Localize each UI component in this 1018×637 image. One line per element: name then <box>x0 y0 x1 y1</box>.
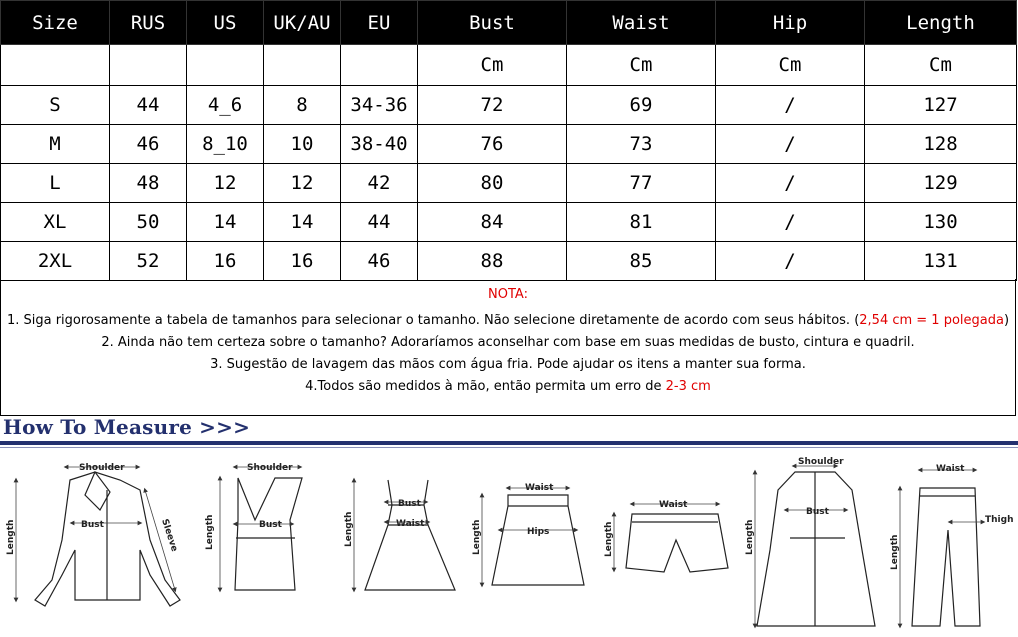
note-line-1 <box>1 310 1015 332</box>
waist-label: Waist <box>936 464 965 474</box>
unit-cell <box>341 45 418 86</box>
table-cell: 16 <box>187 242 264 281</box>
table-cell: 50 <box>110 203 187 242</box>
col-header-eu: EU <box>341 1 418 45</box>
note-line-4 <box>1 376 1015 398</box>
unit-cell <box>187 45 264 86</box>
coat-illustration <box>745 457 875 626</box>
waist-label: Waist <box>525 483 554 493</box>
blouse-illustration <box>6 463 180 606</box>
length-label: Length <box>6 519 16 555</box>
hips-label: Hips <box>527 527 550 537</box>
table-row <box>1 164 1017 203</box>
table-cell: 88 <box>418 242 567 281</box>
table-cell: 130 <box>865 203 1017 242</box>
table-cell: 44 <box>341 203 418 242</box>
table-cell: 14 <box>264 203 341 242</box>
dress-illustration <box>344 480 455 590</box>
table-cell: 72 <box>418 86 567 125</box>
section-divider <box>0 441 1018 445</box>
unit-cell <box>110 45 187 86</box>
top-illustration <box>205 463 302 590</box>
col-header-size: Size <box>1 1 110 45</box>
note-line-1-text: 1. Siga rigorosamente a tabela de tamanhos para selecionar o tamanho. Não selecione diretamente de acordo com seus hábitos. ( <box>6 313 860 328</box>
table-cell: 80 <box>418 164 567 203</box>
table-cell: 42 <box>341 164 418 203</box>
trousers-illustration <box>890 464 1013 626</box>
unit-cell <box>264 45 341 86</box>
waist-label: Waist <box>659 500 688 510</box>
table-cell: 81 <box>567 203 716 242</box>
table-row <box>1 86 1017 125</box>
table-cell: 69 <box>567 86 716 125</box>
bust-label: Bust <box>259 520 282 530</box>
table-cell: 77 <box>567 164 716 203</box>
size-cell: L <box>1 164 110 203</box>
col-header-hip: Hip <box>716 1 865 45</box>
table-cell: / <box>716 164 865 203</box>
notes-title: NOTA: <box>488 287 528 302</box>
col-header-length: Length <box>865 1 1017 45</box>
table-cell: 8_10 <box>187 125 264 164</box>
table-row <box>1 203 1017 242</box>
length-label: Length <box>604 521 614 557</box>
col-header-waist: Waist <box>567 1 716 45</box>
col-header-uk-au: UK/AU <box>264 1 341 45</box>
note-line-4-text: 4.Todos são medidos à mão, então permita um erro de <box>305 379 666 394</box>
table-cell: / <box>716 203 865 242</box>
thigh-label: Thigh <box>985 515 1014 525</box>
table-cell: 16 <box>264 242 341 281</box>
table-row <box>1 242 1017 281</box>
table-cell: 76 <box>418 125 567 164</box>
length-label: Length <box>890 534 900 570</box>
sleeve-label: Sleeve <box>159 517 180 554</box>
table-cell: 128 <box>865 125 1017 164</box>
size-cell: 2XL <box>1 242 110 281</box>
table-cell: 8 <box>264 86 341 125</box>
table-cell: 44 <box>110 86 187 125</box>
note-line-1-conversion: 2,54 cm = 1 polegada <box>859 313 1004 328</box>
table-cell: 10 <box>264 125 341 164</box>
shoulder-label: Shoulder <box>247 463 293 473</box>
table-cell: / <box>716 125 865 164</box>
note-line-1-end: ) <box>1003 313 1010 328</box>
unit-cell-hip: Cm <box>716 45 865 86</box>
table-cell: 52 <box>110 242 187 281</box>
shoulder-label: Shoulder <box>798 457 844 467</box>
length-label: Length <box>472 519 482 555</box>
note-line-3: 3. Sugestão de lavagem das mãos com água fria. Pode ajudar os itens a manter sua forma. <box>210 357 806 372</box>
table-cell: 73 <box>567 125 716 164</box>
unit-cell <box>1 45 110 86</box>
table-cell: 12 <box>264 164 341 203</box>
table-cell: 129 <box>865 164 1017 203</box>
table-row <box>1 125 1017 164</box>
size-cell: S <box>1 86 110 125</box>
section-divider-thin <box>0 447 1018 448</box>
bust-label: Bust <box>398 499 421 509</box>
length-label: Length <box>344 511 354 547</box>
col-header-rus: RUS <box>110 1 187 45</box>
table-cell: 127 <box>865 86 1017 125</box>
table-cell: 4_6 <box>187 86 264 125</box>
size-cell: XL <box>1 203 110 242</box>
header-row <box>1 1 1017 45</box>
length-label: Length <box>745 519 755 555</box>
table-cell: 34-36 <box>341 86 418 125</box>
how-to-measure-title: How To Measure >>> <box>3 415 251 439</box>
unit-cell-length: Cm <box>865 45 1017 86</box>
table-cell: 85 <box>567 242 716 281</box>
table-cell: 84 <box>418 203 567 242</box>
size-cell: M <box>1 125 110 164</box>
unit-cell-waist: Cm <box>567 45 716 86</box>
col-header-bust: Bust <box>418 1 567 45</box>
notes-box <box>0 279 1016 416</box>
waist-label: Waist <box>396 519 425 529</box>
bust-label: Bust <box>81 520 104 530</box>
length-label: Length <box>205 514 215 550</box>
table-cell: 48 <box>110 164 187 203</box>
units-row <box>1 45 1017 86</box>
note-line-4-tolerance: 2-3 cm <box>665 379 711 394</box>
col-header-us: US <box>187 1 264 45</box>
bust-label: Bust <box>806 507 829 517</box>
table-cell: 12 <box>187 164 264 203</box>
table-cell: 46 <box>341 242 418 281</box>
unit-cell-bust: Cm <box>418 45 567 86</box>
table-cell: 46 <box>110 125 187 164</box>
size-chart-table <box>0 0 1017 281</box>
table-cell: / <box>716 86 865 125</box>
note-line-2: 2. Ainda não tem certeza sobre o tamanho? Adoraríamos aconselhar com base em suas medidas de busto, cintura e quadril. <box>101 335 915 350</box>
how-to-measure-illustrations <box>0 450 1018 636</box>
table-cell: 38-40 <box>341 125 418 164</box>
table-cell: / <box>716 242 865 281</box>
table-cell: 14 <box>187 203 264 242</box>
shoulder-label: Shoulder <box>79 463 125 473</box>
table-cell: 131 <box>865 242 1017 281</box>
skirt-illustration <box>472 483 584 585</box>
shorts-illustration <box>604 500 728 572</box>
